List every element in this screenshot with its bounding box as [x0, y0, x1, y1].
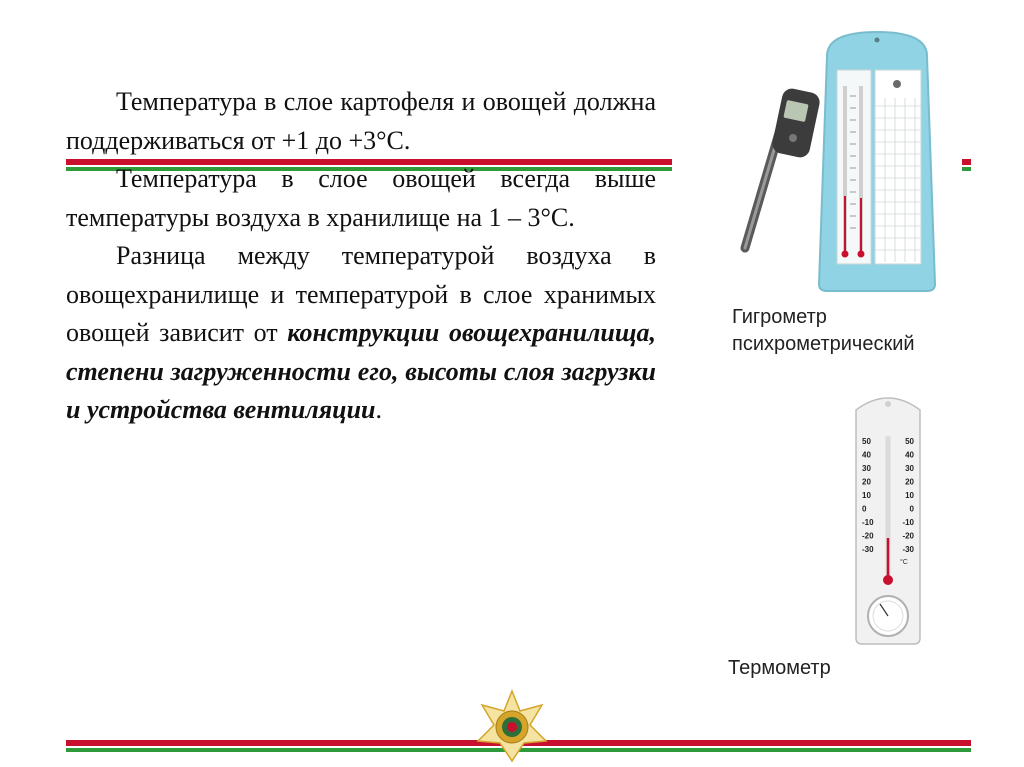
thermometer-unit: °C — [900, 559, 908, 566]
paragraph-1: Температура в слое картофеля и овощей должна поддерживаться от +1 до +3°С. — [66, 87, 656, 155]
paragraph-3-emphasis: конструкции овощехранилища, степени загруженности его, высоты слоя загрузки и устройства вентиляции — [66, 318, 656, 424]
thermometer-scale-label: 10 — [862, 491, 871, 500]
thermometer-scale-right — [902, 437, 914, 554]
paragraph-2: Температура в слое овощей всегда выше температуры воздуха в хранилище на 1 – 3°С. — [66, 164, 656, 232]
thermometer-scale-label: 30 — [862, 464, 871, 473]
thermometer-scale-label: -20 — [862, 531, 874, 541]
thermometer-scale-label: 50 — [862, 437, 871, 446]
paragraph-3 — [66, 237, 656, 430]
thermometer-image — [842, 388, 934, 646]
thermometer-scale-label: -20 — [902, 531, 914, 541]
digital-thermometer-icon — [745, 87, 821, 248]
thermometer-scale-label: -10 — [902, 518, 914, 527]
thermometer-scale-label: -30 — [862, 545, 874, 554]
thermometer-scale-label: 50 — [905, 437, 914, 446]
thermometer-scale-label: 10 — [905, 491, 914, 500]
thermometer-scale-label: -10 — [862, 518, 874, 527]
paragraph-3-suffix: . — [375, 395, 382, 424]
thermometer-scale-label: 0 — [909, 504, 914, 514]
hygrometer-caption-line2: психрометрический — [732, 333, 915, 355]
paragraph-3-text: Разница между температурой воздуха в овощехранилище и температурой в слое хранимых овощей зависит от — [66, 241, 656, 347]
psychrometer-body — [819, 32, 935, 291]
thermometer-scale-label: -30 — [902, 545, 914, 554]
thermometer-scale-label: 30 — [905, 464, 914, 473]
emblem-icon — [474, 689, 550, 763]
hygrometer-caption — [732, 304, 915, 358]
thermometer-caption: Термометр — [728, 657, 831, 679]
hygrometer-image — [727, 26, 972, 296]
thermometer-scale-label: 40 — [862, 450, 871, 460]
thermometer-scale-label: 20 — [862, 477, 871, 487]
thermometer-scale-label: 40 — [905, 450, 914, 460]
hygrometer-caption-line1: Гигрометр — [732, 306, 827, 328]
main-text — [66, 83, 656, 430]
thermometer-scale-label: 20 — [905, 477, 914, 487]
thermometer-scale-label: 0 — [862, 504, 867, 514]
